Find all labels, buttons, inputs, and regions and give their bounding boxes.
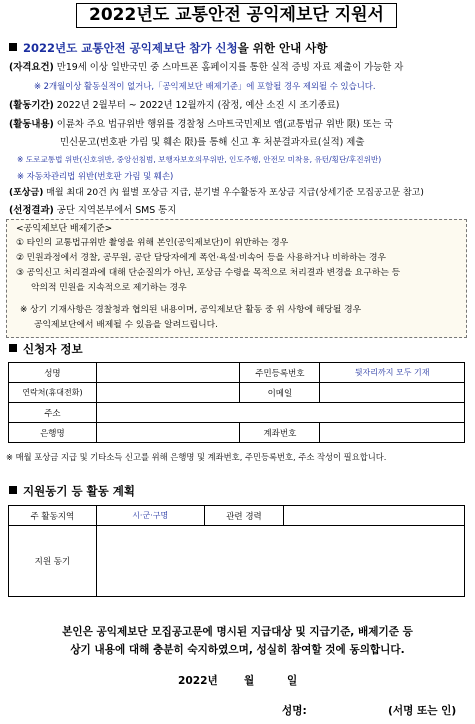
table-row <box>9 403 465 423</box>
reward-text: 매월 최대 20건 內 월별 포상금 지급, 분기별 우수활동자 포상금 지급(상세기준 모집공고문 참고) <box>46 188 424 198</box>
reward-label: (포상금) <box>9 188 44 198</box>
result-label: (선정결과) <box>9 205 54 216</box>
date-day: 일 <box>287 675 298 687</box>
motive-label: 지원 동기 <box>9 526 97 597</box>
exclusion-item-2: ② 민원과정에서 경찰, 공무원, 공단 담당자에게 폭언·욕설·비속어 등을 사용하거나 비하하는 경우 <box>16 253 386 263</box>
applicant-table <box>8 362 465 443</box>
content-text-line2: 민신문고(번호판 가림 및 훼손 限)를 통해 신고 후 처분결과자료(실적) 제출 <box>60 137 365 148</box>
period-row <box>9 99 339 112</box>
qualification-row <box>9 61 403 74</box>
email-label: 이메일 <box>240 383 320 403</box>
motivation-table <box>8 505 465 597</box>
content-note-vehicle: ※ 자동차관리법 위반(번호판 가림 및 훼손) <box>17 171 174 181</box>
phone-label: 연락처(휴대전화) <box>9 383 97 403</box>
area-label: 주 활동지역 <box>9 506 97 526</box>
result-text: 공단 지역본부에서 SMS 통지 <box>56 205 177 216</box>
exclusion-item-3: ③ 공익신고 처리결과에 대해 단순질의가 아닌, 포상금 수령을 목적으로 처리결과 변경을 요구하는 등 <box>16 268 401 278</box>
result-row <box>9 204 176 217</box>
bank-label: 은행명 <box>9 423 97 443</box>
address-label: 주소 <box>9 403 97 423</box>
square-bullet-icon <box>9 344 17 352</box>
table-row <box>9 363 465 383</box>
phone-field[interactable] <box>96 383 240 403</box>
career-field[interactable] <box>284 506 465 526</box>
square-bullet-icon <box>9 486 17 494</box>
date-month: 월 <box>244 675 255 687</box>
content-text-line1: 이륜차 주요 법규위반 행위를 경찰청 스마트국민제보 앱(교통법규 위반 限) 또는 국 <box>56 119 394 130</box>
applicant-note: ※ 매월 포상금 지급 및 기타소득 신고를 위해 은행명 및 계좌번호, 주민등록번호, 주소 작성이 필요합니다. <box>6 452 387 462</box>
exclusion-item-1: ① 타인의 교통법규위반 촬영을 위해 본인(공익제보단)이 위반하는 경우 <box>16 238 289 248</box>
table-row <box>9 506 465 526</box>
table-row <box>9 383 465 403</box>
rrn-label: 주민등록번호 <box>240 363 320 383</box>
consent-line-2: 상기 내용에 대해 충분히 숙지하였으며, 성실히 참여할 것에 동의합니다. <box>70 644 405 656</box>
signature-label: 성명: <box>282 705 307 717</box>
consent-line-1: 본인은 공익제보단 모집공고문에 명시된 지급대상 및 지급기준, 배제기준 등 <box>62 626 413 638</box>
content-note-traffic: ※ 도로교통법 위반(신호위반, 중앙선침범, 보행자보호의무위반, 인도주행, 안전모 미착용, 유턴/횡단/후진위반) <box>17 155 382 164</box>
qualification-note: ※ 2개월이상 활동실적이 없거나,「공익제보단 배제기준」에 포함될 경우 제외될 수 있습니다. <box>34 81 376 91</box>
rrn-field[interactable] <box>320 363 465 383</box>
intro-heading <box>9 40 327 56</box>
applicant-heading <box>9 341 83 357</box>
area-field[interactable] <box>96 506 204 526</box>
table-row <box>9 423 465 443</box>
content-row <box>9 118 393 131</box>
name-label: 성명 <box>9 363 97 383</box>
intro-heading-highlight: 2022년도 교통안전 공익제보단 참가 신청 <box>23 41 238 55</box>
signature-hint: (서명 또는 인) <box>388 705 457 717</box>
address-field[interactable] <box>96 403 464 423</box>
bank-field[interactable] <box>96 423 240 443</box>
qualification-text: 만19세 이상 일반국민 중 스마트폰 홈페이지를 통한 실적 증빙 자료 제출이 가능한 자 <box>56 62 404 73</box>
reward-row <box>9 187 424 200</box>
document-title: 2022년도 교통안전 공익제보단 지원서 <box>76 3 397 28</box>
motivation-heading <box>9 483 135 499</box>
career-label: 관련 경력 <box>204 506 284 526</box>
email-field[interactable] <box>320 383 465 403</box>
exclusion-item-3-cont: 악의적 민원을 지속적으로 제기하는 경우 <box>31 283 187 293</box>
exclusion-note-2: 공익제보단에서 배제될 수 있음을 알려드립니다. <box>34 320 218 330</box>
period-label: (활동기간) <box>9 100 54 111</box>
name-field[interactable] <box>96 363 240 383</box>
account-field[interactable] <box>320 423 465 443</box>
period-text: 2022년 2월부터 ~ 2022년 12월까지 (잠정, 예산 소진 시 조기종료) <box>56 100 340 111</box>
qualification-label: (자격요건) <box>9 62 54 73</box>
account-label: 계좌번호 <box>240 423 320 443</box>
table-row <box>9 526 465 597</box>
exclusion-note-1: ※ 상기 기재사항은 경찰청과 협의된 내용이며, 공익제보단 활동 중 위 사항에 해당될 경우 <box>20 305 362 315</box>
date-year: 2022년 <box>178 675 218 687</box>
applicant-heading-text: 신청자 정보 <box>23 342 83 356</box>
motivation-heading-text: 지원동기 등 활동 계획 <box>23 484 135 498</box>
exclusion-title: <공익제보단 배제기준> <box>16 224 113 234</box>
intro-heading-suffix: 을 위한 안내 사항 <box>237 41 328 55</box>
rrn-hint: 뒷자리까지 모두 기재 <box>354 368 430 377</box>
motive-field[interactable] <box>96 526 464 597</box>
content-label: (활동내용) <box>9 119 54 130</box>
area-hint: 시·군·구명 <box>132 511 169 520</box>
square-bullet-icon <box>9 43 17 51</box>
